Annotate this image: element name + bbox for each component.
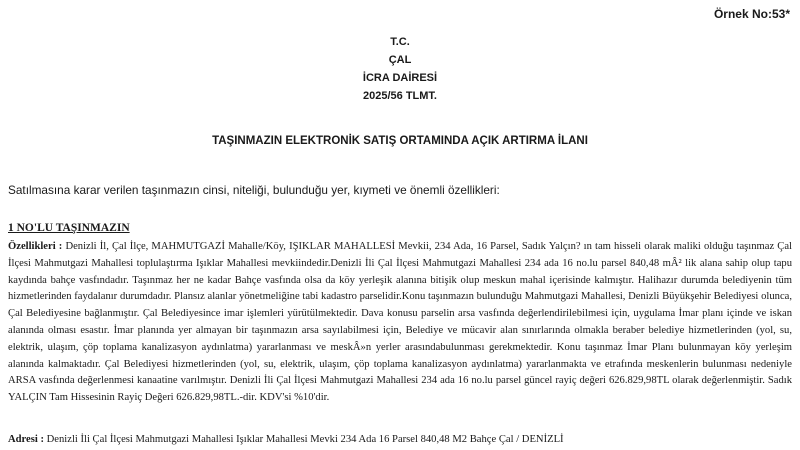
court-line-file-number: 2025/56 TLMT. <box>363 90 437 102</box>
address-label: Adresi : <box>8 434 44 445</box>
property-section-title: 1 NO'LU TAŞINMAZIN <box>8 222 130 234</box>
court-header <box>0 33 800 105</box>
property-address <box>8 432 792 448</box>
property-features <box>8 239 792 407</box>
example-number: Örnek No:53* <box>713 7 790 21</box>
features-label: Özellikleri : <box>8 241 63 252</box>
address-text: Denizli İli Çal İlçesi Mahmutgazi Mahallesi Işıklar Mahallesi Mevki 234 Ada 16 Parsel 840,48 M2 Bahçe Çal / DENİZLİ <box>46 434 564 445</box>
court-line-city: ÇAL <box>388 54 412 66</box>
court-line-office: İCRA DAİRESİ <box>362 72 438 84</box>
intro-text: Satılmasına karar verilen taşınmazın cinsi, niteliği, bulunduğu yer, kıymeti ve önemli özellikleri: <box>8 183 500 197</box>
court-line-tc: T.C. <box>390 36 410 48</box>
features-text: Denizli İl, Çal İlçe, MAHMUTGAZİ Mahalle/Köy, IŞIKLAR MAHALLESİ Mevkii, 234 Ada, 16 Parsel, Sadık Yalçın? ın tam hisseli olarak maliki olduğu taşınmaz Çal İlçesi Mahmutgazi Mahallesi toplulaştırma Işıklar Mahallesi mevkiindedir.Denizli İli Çal İlçesi Mahmutgazi Mahallesi 234 ada 16 no.lu parsel 840,48 mÂ² lik alana sahip olup tapu kaydında bahçe vasfındadır. Taşınmaz her ne kadar Bahçe vasfında olsa da köy yerleşik alanına bitişik olup meskun mahal içerisinde kalmıştır. Halihazır durumda belediyenin tüm hizmetlerinden faydalanır durumdadır. Plansız alanlar yönetmeliğine tabi kadastro parselidir.Konu taşınmazın bulunduğu Mahmutgazi Mahallesi, Denizli Büyükşehir Belediyesi olunca, Çal Belediyesine bağlanmıştır. Çal Belediyesince imar işlemleri yürütülmektedir. Dava konusu parselin arsa vasfında değerlendirilebilmesi için, uygulama İmar planı içinde ve iskan alanında olması esastır. İmar planında yer almayan bir taşınmazın arsa sayılabilmesi için, Belediye ve mücavir alan sınırlarında olmakla beraber belediye hizmetlerinden (yol, su, elektrik, ulaşım, çöp toplama kanalizasyon aydınlatma) yararlanması ve meskÂ»n yerler arasındabulunması gerekmektedir. Konu taşınmaz İmar Planı bulunmayan köy yerleşim alanında kalmaktadır. Çal Belediyesi hizmetlerinden (yol, su, elektrik, ulaşım, çöp toplama kanalizasyon aydınlatma) yararlanmakta ve etrafında meskenlerin bulunması nedeniyle ARSA vasfında değerlenmesi kanaatine varılmıştır. Denizli İli Çal İlçesi Mahmutgazi Mahallesi 234 ada 16 no.lu parsel güncel rayiç değeri 626.829,98TL olarak değerlenmiştir. Sadık YALÇIN Tam Hissesinin Rayiç Değeri 626.829,98TL.-dir. KDV'si %10'dir. <box>8 241 793 404</box>
page-title: TAŞINMAZIN ELEKTRONİK SATIŞ ORTAMINDA AÇIK ARTIRMA İLANI <box>212 135 588 147</box>
